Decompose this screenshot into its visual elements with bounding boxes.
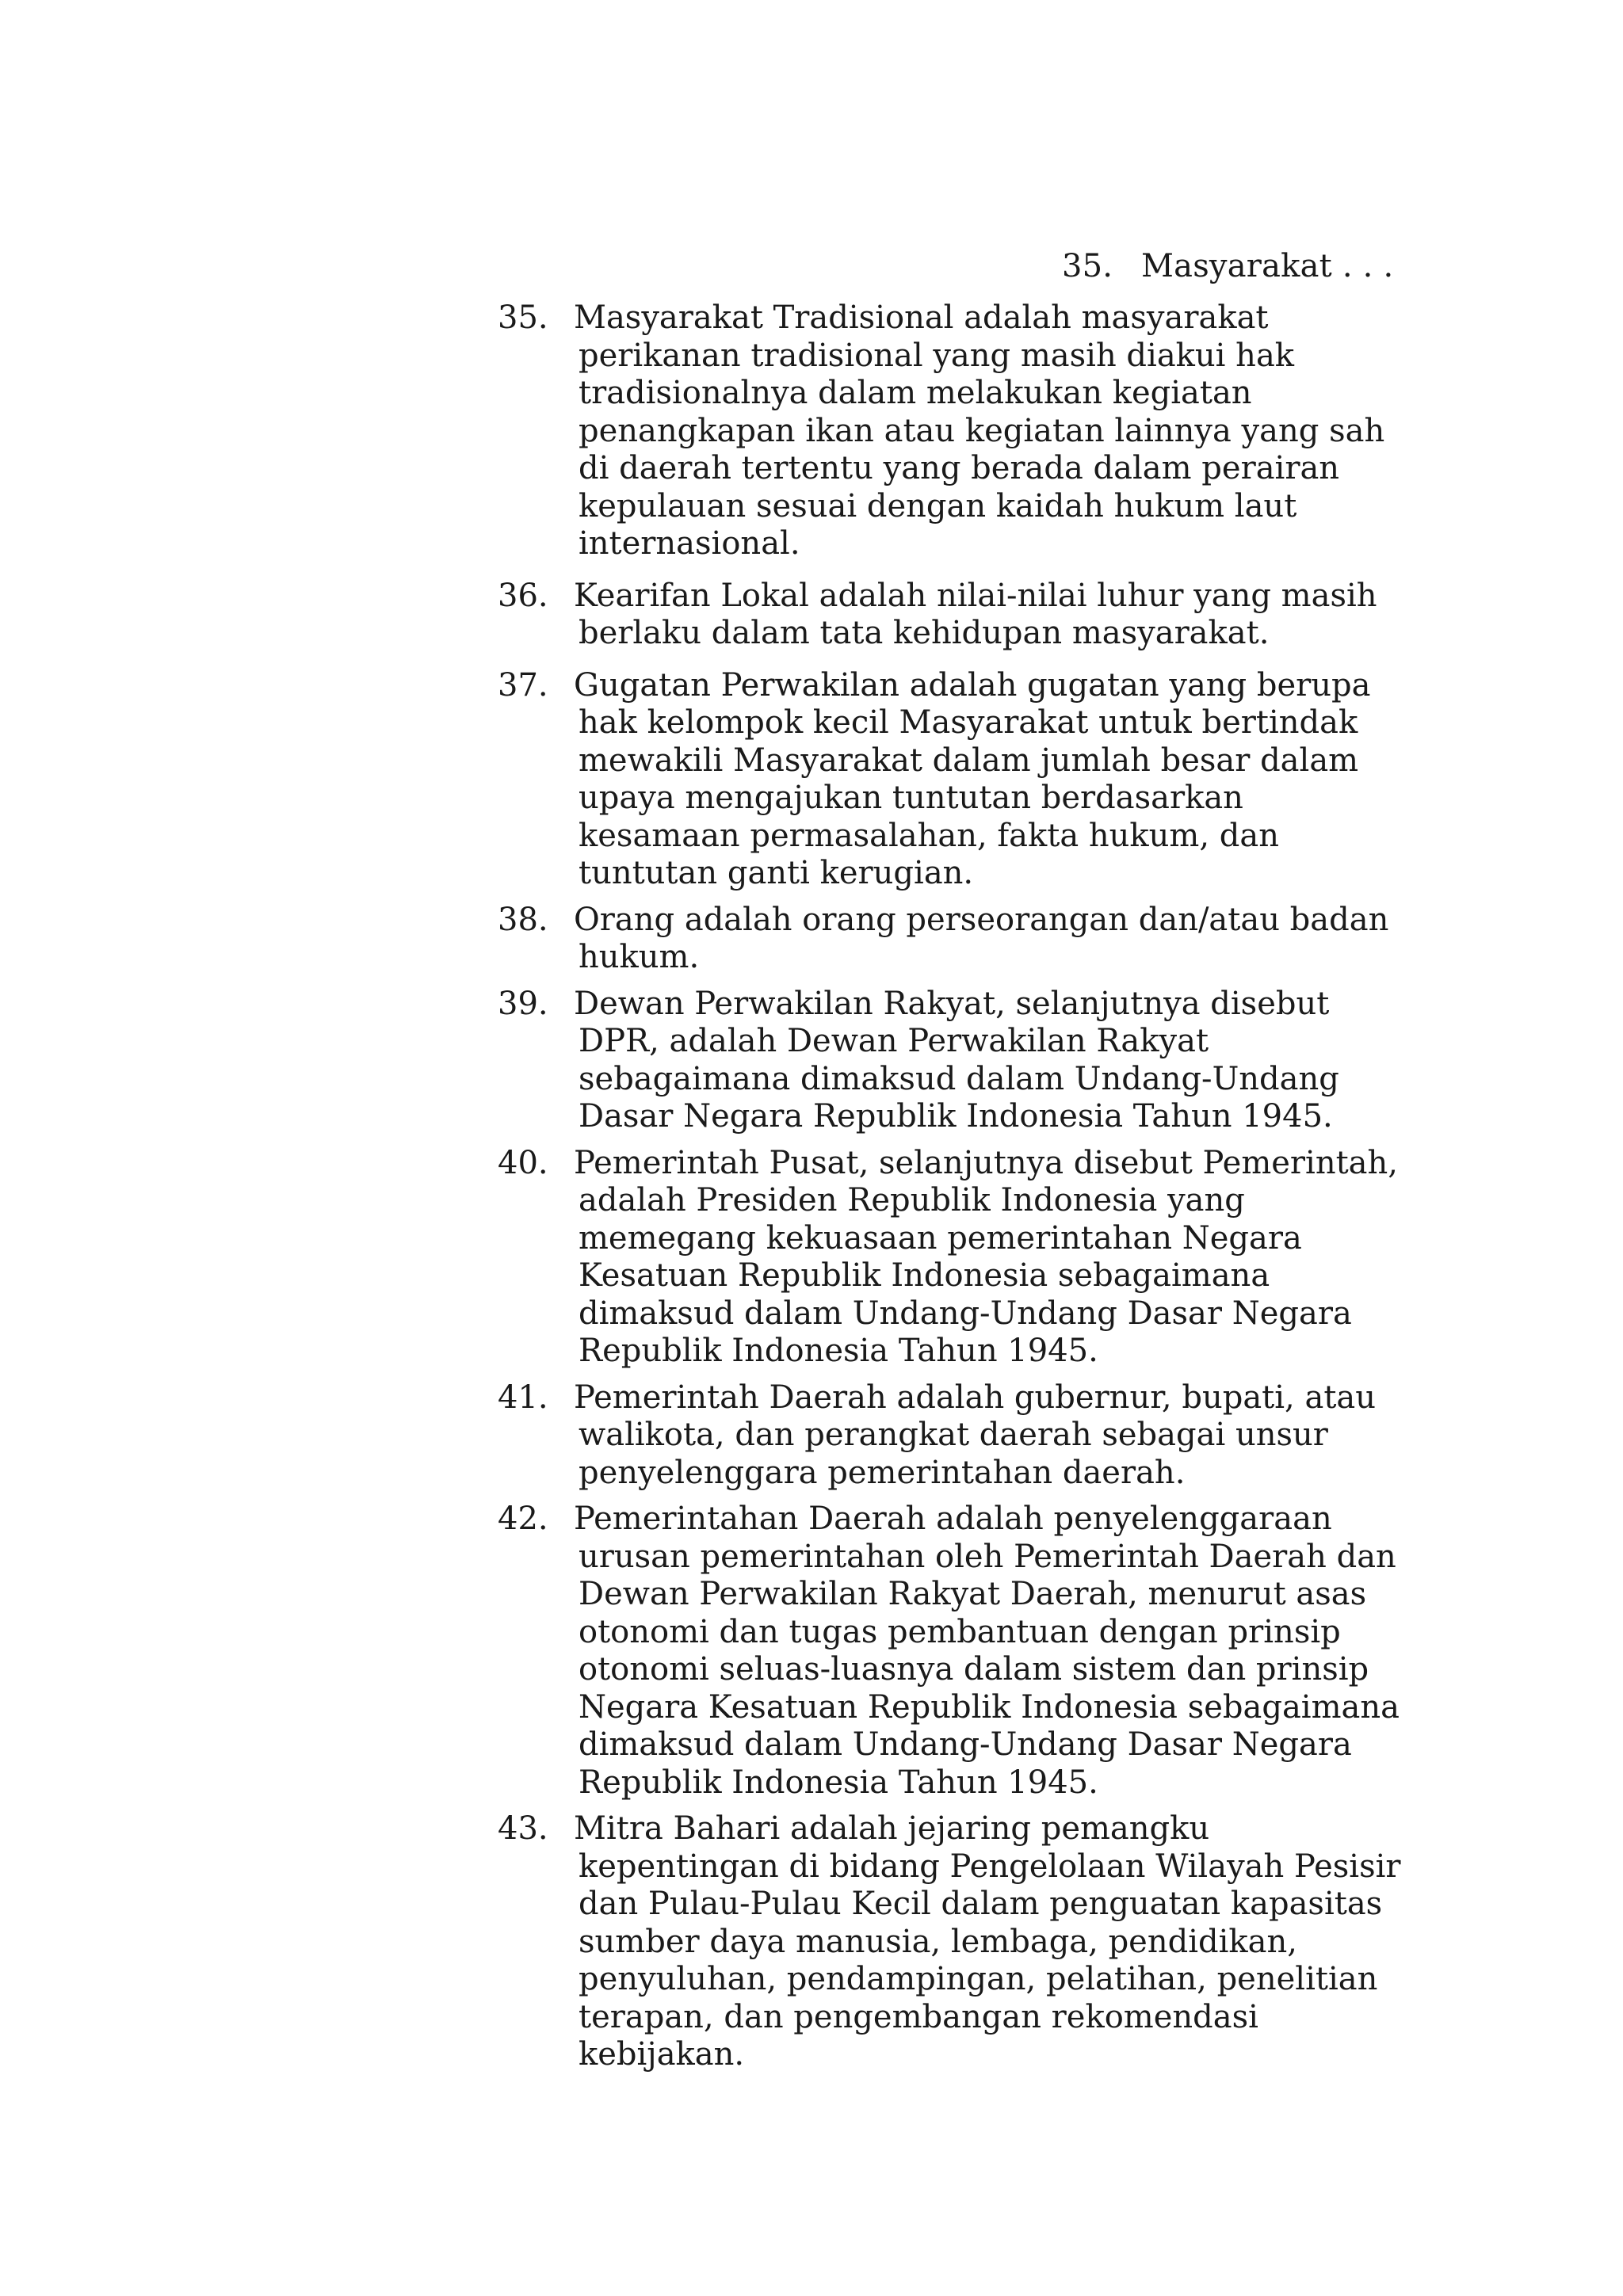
definition-item [498, 1810, 1409, 2074]
definition-number: 36. [498, 577, 548, 614]
definition-text: Gugatan Perwakilan adalah gugatan yang berupa hak kelompok kecil Masyarakat untuk bertindak mewakili Masyarakat dalam jumlah besar dalam upaya mengajukan tuntutan berdasarkan kesamaan permasalahan, fakta hukum, dan tuntutan ganti kerugian. [574, 666, 1371, 891]
page-catchword [1062, 247, 1393, 285]
definition-text: Masyarakat Tradisional adalah masyarakat perikanan tradisional yang masih diakui hak tradisionalnya dalam melakukan kegiatan penangkapan ikan atau kegiatan lainnya yang sah di daerah tertentu yang berada dalam perairan kepulauan sesuai dengan kaidah hukum laut internasional. [574, 299, 1385, 562]
catchword-text: Masyarakat . . . [1141, 248, 1394, 284]
definition-text: Kearifan Lokal adalah nilai-nilai luhur yang masih berlaku dalam tata kehidupan masyarakat. [574, 577, 1377, 651]
definition-item [498, 986, 1409, 1136]
definition-item [498, 667, 1409, 893]
definition-text: Pemerintahan Daerah adalah penyelenggaraan urusan pemerintahan oleh Pemerintah Daerah dan Dewan Perwakilan Rakyat Daerah, menurut asas otonomi dan tugas pembantuan dengan prinsip otonomi seluas-luasnya dalam sistem dan prinsip Negara Kesatuan Republik Indonesia sebagaimana dimaksud dalam Undang-Undang Dasar Negara Republik Indonesia Tahun 1945. [574, 1501, 1400, 1801]
definition-number: 40. [498, 1144, 548, 1181]
definition-number: 39. [498, 985, 548, 1022]
definition-number: 42. [498, 1501, 548, 1537]
definition-text: Pemerintah Pusat, selanjutnya disebut Pemerintah, adalah Presiden Republik Indonesia yang memegang kekuasaan pemerintahan Negara Kesatuan Republik Indonesia sebagaimana dimaksud dalam Undang-Undang Dasar Negara Republik Indonesia Tahun 1945. [574, 1144, 1398, 1369]
definition-number: 43. [498, 1810, 548, 1847]
definition-item [498, 1145, 1409, 1371]
catchword-number: 35. [1062, 248, 1113, 284]
definition-item [498, 578, 1409, 653]
definition-text: Mitra Bahari adalah jejaring pemangku kepentingan di bidang Pengelolaan Wilayah Pesisir dan Pulau-Pulau Kecil dalam penguatan kapasitas sumber daya manusia, lembaga, pendidikan, penyuluhan, pendampingan, pelatihan, penelitian terapan, dan pengembangan rekomendasi kebijakan. [574, 1810, 1401, 2073]
definition-text: Pemerintah Daerah adalah gubernur, bupati, atau walikota, dan perangkat daerah sebagai unsur penyelenggara pemerintahan daerah. [574, 1379, 1377, 1491]
definition-number: 35. [498, 299, 548, 336]
definition-number: 41. [498, 1379, 548, 1416]
definition-item [498, 1379, 1409, 1493]
definition-item [498, 299, 1409, 563]
definition-text: Orang adalah orang perseorangan dan/atau badan hukum. [574, 901, 1389, 975]
definition-item [498, 1501, 1409, 1802]
definition-number: 37. [498, 666, 548, 704]
definition-list [498, 299, 1409, 2074]
definition-item [498, 902, 1409, 977]
definition-number: 38. [498, 901, 548, 938]
definition-text: Dewan Perwakilan Rakyat, selanjutnya disebut DPR, adalah Dewan Perwakilan Rakyat sebagaimana dimaksud dalam Undang-Undang Dasar Negara Republik Indonesia Tahun 1945. [574, 985, 1339, 1135]
